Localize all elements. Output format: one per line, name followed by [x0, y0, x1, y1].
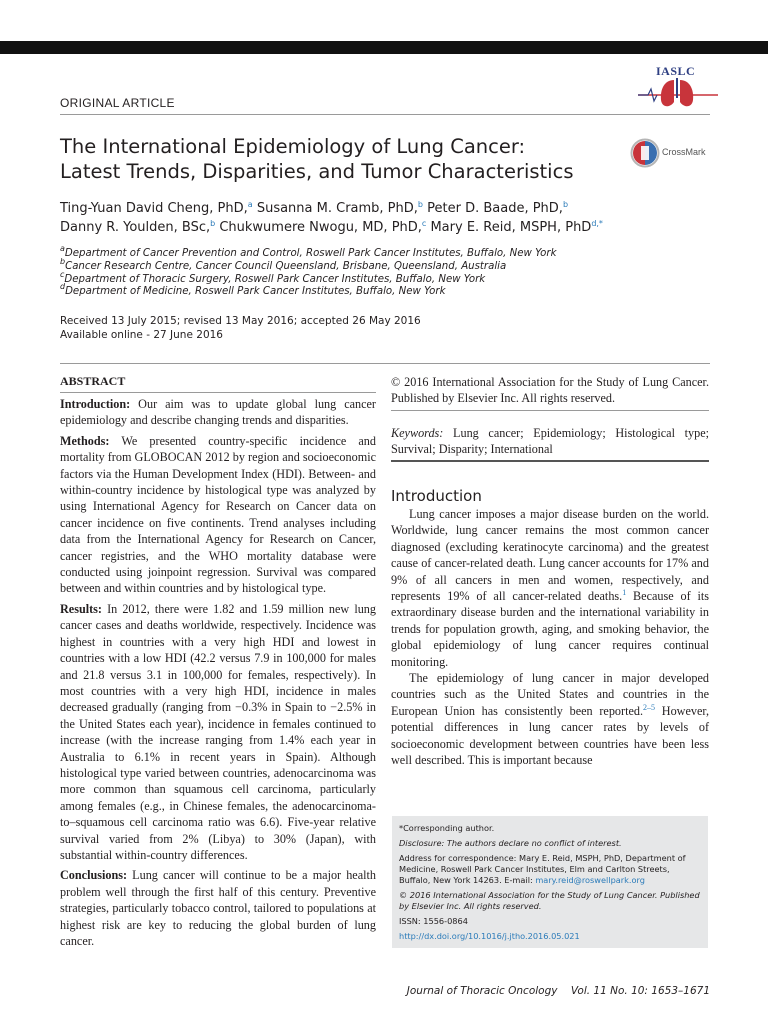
lungs-icon: [634, 64, 724, 110]
abstract-heading: ABSTRACT: [60, 374, 126, 388]
divider: [60, 392, 376, 393]
author-name: Ting-Yuan David Cheng, PhD,: [60, 201, 248, 216]
crossmark-label: CrossMark: [662, 147, 706, 157]
citation-link[interactable]: 2–5: [643, 702, 656, 712]
abstract-introduction: Introduction: Our aim was to update global lung cancer epidemiology and describe changing trends and disparities.: [60, 397, 376, 428]
paragraph: The epidemiology of lung cancer in major developed countries such as the United States and countries in the European Union has consistently been reported.$^{2-5}$ However, potential differences in lung cancer rates by levels of socioeconomic development between countries have been less well described. This is important because: [391, 671, 710, 768]
issn: ISSN: 1556-0864: [399, 916, 468, 926]
article-title: [60, 134, 630, 184]
author-name: Peter D. Baade, PhD,: [427, 201, 563, 216]
disclosure-note: Disclosure: The authors declare no conflict of interest.: [399, 838, 622, 848]
author-name: Danny R. Youlden, BSc,: [60, 220, 211, 235]
abstract-copyright: © 2016 International Association for the Study of Lung Cancer. Published by Elsevier Inc. All rights reserved.: [391, 375, 709, 406]
received-date: Received 13 July 2015; revised 13 May 2016; accepted 26 May 2016: [60, 315, 421, 327]
divider: [391, 410, 709, 411]
citation-link[interactable]: 1: [622, 588, 627, 598]
abstract-methods: Methods: We presented country-specific incidence and mortality from GLOBOCAN 2012 by region and socioeconomic factors via the Human Development Index (HDI). Between- and within-country incidence by histological type was analyzed by using International Agency for Research on Cancer data on cancer incidence on five continents. Trend analyses including data from the International Agency for Research on Cancer, cancer registries, and the WHO mortality database were conducted using joinpoint regression. Survival was compared between and within countries and by histological type.: [60, 433, 376, 596]
paragraph: Lung cancer imposes a major disease burden on the world. Worldwide, lung cancer remains the most common cancer diagnosed (excluding keratinocyte carcinoma) and the greatest cause of cancer-related death. Lung cancer accounts for 17% and 9% of all cancers in men and women, respectively, and represents 19% of all cancer-related deaths.$^1$ Because of its extraordinary disease burden and the international variability in trends for population growth, aging, and smoking behavior, the global epidemiology of lung cancer requires continual monitoring.: [391, 507, 709, 669]
author-name: Susanna M. Cramb, PhD,: [256, 201, 418, 216]
article-type: ORIGINAL ARTICLE: [60, 96, 175, 110]
iaslc-logo: [634, 64, 724, 110]
footnote-box: [392, 816, 708, 948]
affiliation-mark[interactable]: b: [562, 200, 569, 209]
correspondence-address: Address for correspondence: Mary E. Reid, MSPH, PhD, Department of Medicine, Roswell Park Cancer Institutes, Elm and Carlton Streets, Buffalo, New York 14263. E-mail: mary.reid@roswellpark.org: [399, 853, 686, 885]
introduction-body: [391, 506, 709, 769]
introduction-heading: Introduction: [391, 487, 482, 505]
author-name: Chukwumere Nwogu, MD, PhD,: [219, 220, 422, 235]
title-line: Latest Trends, Disparities, and Tumor Characteristics: [60, 160, 574, 183]
divider: [391, 460, 709, 462]
online-date: Available online - 27 June 2016: [60, 328, 223, 341]
corresponding-note: *Corresponding author.: [399, 823, 495, 833]
affiliation-list: [60, 244, 557, 299]
abstract-results: Results: In 2012, there were 1.82 and 1.59 million new lung cancer cases and deaths worldwide, respectively. Incidence was highest in countries with a very high HDI and lowest in countries with a low HDI (42.2 versus 7.9 in 100,000 for males and 21.8 versus 3.1 in 100,000 for females, respectively). In most countries with a very high HDI, incidence in males decreased gradually (ranging from −0.3% in Spain to −2.5% in the United States each year), incidence in females continued to increase (with the increase ranging from 1.4% each year in Australia to 6.1% in recent years in Spain). Although histological type varied between countries, adenocarcinoma was more common than squamous cell carcinoma, particularly among females (e.g., in Chinese females, the adenocarcinoma-to–squamous cell carcinoma ratio was 6.6). Five-year relative survival varied from 2% (Libya) to 30% (Japan), with substantial within-country differences.: [60, 601, 376, 862]
crossmark-icon: [630, 138, 660, 168]
header-bar: [0, 41, 768, 54]
author-list: [60, 199, 603, 237]
affiliation: $^d$Department of Medicine, Roswell Park Cancer Institutes, Buffalo, New York: [60, 282, 446, 298]
affiliation-mark[interactable]: b: [210, 219, 216, 228]
keywords: Keywords: Lung cancer; Epidemiology; Histological type; Survival; Disparity; International: [391, 426, 709, 457]
affiliation-mark[interactable]: b: [417, 200, 423, 209]
affiliation: $^c$Department of Thoracic Surgery, Roswell Park Cancer Institutes, Buffalo, New York: [60, 269, 486, 285]
divider: [60, 363, 710, 364]
affiliation: $^b$Cancer Research Centre, Cancer Council Queensland, Brisbane, Queensland, Australia: [60, 256, 507, 272]
divider: [60, 114, 710, 115]
affiliation: $^a$Department of Cancer Prevention and Control, Roswell Park Cancer Institutes, Buffalo, New York: [60, 244, 557, 259]
iaslc-logo-text: IASLC: [656, 64, 696, 78]
article-dates: [60, 315, 421, 342]
author-name: Mary E. Reid, MSPH, PhD: [430, 220, 592, 235]
email-link[interactable]: mary.reid@roswellpark.org: [535, 875, 645, 885]
journal-name: Journal of Thoracic Oncology: [406, 985, 558, 997]
footnote-copyright: © 2016 International Association for the Study of Lung Cancer. Published by Elsevier Inc. All rights reserved.: [399, 890, 700, 911]
abstract-body: [60, 396, 376, 953]
affiliation-mark[interactable]: a: [247, 200, 253, 209]
affiliation-mark[interactable]: d,*: [591, 219, 603, 228]
abstract-conclusions: Conclusions: Lung cancer will continue to be a major health problem well through the first half of this century. Preventive strategies, particularly tobacco control, tailored to populations at highest risk are key to reducing the global burden of lung cancer.: [60, 868, 376, 948]
affiliation-mark[interactable]: c: [421, 219, 427, 228]
journal-footer: [400, 985, 710, 997]
journal-volume: Vol. 11 No. 10: 1653–1671: [570, 985, 710, 997]
title-line: The International Epidemiology of Lung Cancer:: [60, 135, 526, 158]
doi-link[interactable]: http://dx.doi.org/10.1016/j.jtho.2016.05.021: [399, 931, 580, 941]
crossmark-badge[interactable]: [630, 138, 720, 166]
